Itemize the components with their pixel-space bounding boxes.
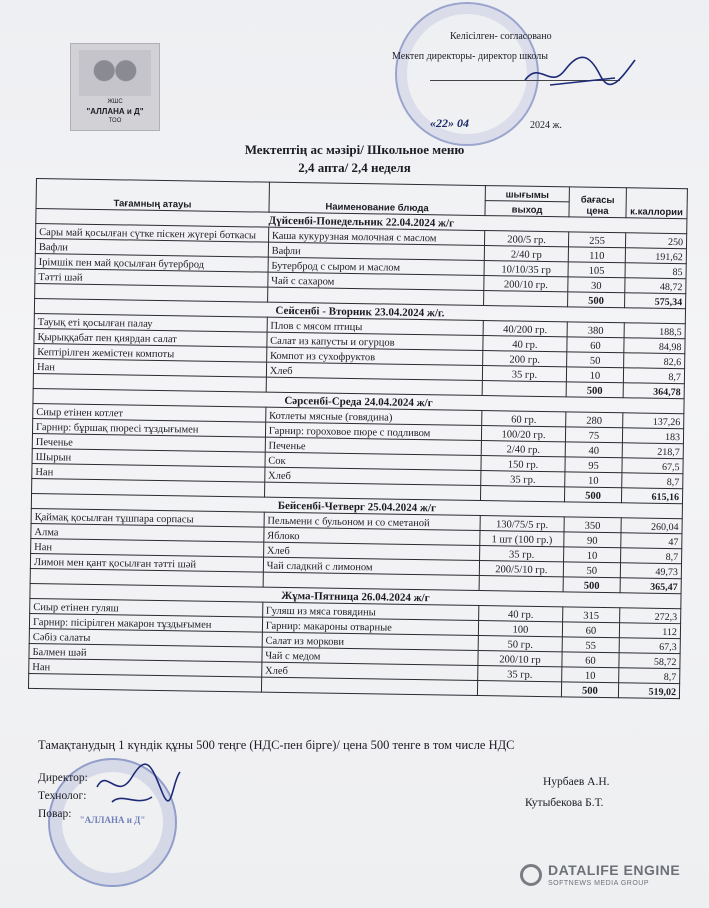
dish-price: 55 xyxy=(562,637,619,653)
dish-name-kz: Қырыққабат пен қиярдан салат xyxy=(34,328,267,347)
dish-price: 10 xyxy=(563,547,620,563)
stamp-text: "АЛЛАНА и Д" xyxy=(79,815,146,825)
dish-kcal: 183 xyxy=(622,428,683,444)
approval-date: «22» 04 xyxy=(430,116,469,130)
dish-name-kz: Тауық еті қосылған палау xyxy=(34,313,267,332)
day-title: Дүйсенбі-Понедельник 22.04.2024 ж/г xyxy=(36,209,687,234)
dish-output: 200/5 гр. xyxy=(485,231,569,247)
dish-price: 60 xyxy=(567,337,624,353)
dish-name-ru: Гуляш из мяса говядины xyxy=(262,602,479,620)
total-price: 500 xyxy=(564,487,621,503)
dish-price: 315 xyxy=(562,607,619,623)
dish-output: 150 гр. xyxy=(481,456,565,472)
total-empty xyxy=(478,681,562,697)
dish-kcal: 112 xyxy=(619,623,680,639)
dish-kcal: 48,72 xyxy=(625,278,686,294)
dish-output: 100 xyxy=(479,621,563,637)
dish-name-ru: Котлеты мясные (говядина) xyxy=(265,407,482,425)
dish-name-ru: Бутерброд с сыром и маслом xyxy=(268,257,485,275)
dish-name-ru: Хлеб xyxy=(263,542,480,560)
total-price: 500 xyxy=(563,577,620,593)
dish-kcal: 8,7 xyxy=(622,473,683,489)
dish-name-kz: Печенье xyxy=(32,433,265,452)
col-header-out-kz: шығымы xyxy=(485,186,569,202)
watermark xyxy=(520,862,700,892)
dish-name-ru: Хлеб xyxy=(265,467,482,485)
dish-kcal: 250 xyxy=(626,233,687,249)
dish-kcal: 84,98 xyxy=(624,338,685,354)
dish-name-ru: Печенье xyxy=(265,437,482,455)
dish-kcal: 82,6 xyxy=(624,353,685,369)
dish-output: 60 гр. xyxy=(482,411,566,427)
dish-output: 40 гр. xyxy=(479,606,563,622)
dish-name-kz: Алма xyxy=(31,523,264,542)
day-title: Сейсенбі - Вторник 23.04.2024 ж/г. xyxy=(34,298,685,323)
menu-table-body xyxy=(28,209,686,699)
approval-year: 2024 ж. xyxy=(530,120,562,131)
dish-name-kz: Сиыр етінен котлет xyxy=(33,403,266,422)
dish-price: 50 xyxy=(566,352,623,368)
dish-price: 50 xyxy=(563,562,620,578)
dish-kcal: 67,3 xyxy=(619,638,680,654)
col-header-kz: Тағамның атауы xyxy=(36,179,269,213)
dish-output: 10/10/35 гр xyxy=(484,261,568,277)
col-header-price: бағасы цена xyxy=(569,187,627,218)
dish-name-kz: Тәтті шәй xyxy=(35,268,268,287)
dish-name-kz: Сәбіз салаты xyxy=(29,628,262,647)
dish-kcal: 137,26 xyxy=(623,413,684,429)
logo-line2: "АЛЛАНА и Д" xyxy=(86,107,144,116)
day-title: Бейсенбі-Четверг 25.04.2024 ж/г xyxy=(31,493,682,518)
dish-output: 35 гр. xyxy=(480,546,564,562)
dish-kcal: 47 xyxy=(621,533,682,549)
dish-price: 255 xyxy=(568,232,625,248)
total-empty xyxy=(482,381,566,397)
dish-name-ru: Сок xyxy=(265,452,482,470)
dish-kcal: 8,7 xyxy=(619,668,680,684)
menu-title: Мектептің ас мәзірі/ Школьное меню xyxy=(244,142,465,157)
col-header-ru: Наименование блюда xyxy=(269,182,486,215)
logo-line3: ТОО xyxy=(108,118,122,124)
dish-output: 50 гр. xyxy=(478,636,562,652)
dish-name-ru: Компот из сухофруктов xyxy=(266,347,483,365)
day-title: Сәрсенбі-Среда 24.04.2024 ж/г xyxy=(33,388,684,413)
signatory-name-2: Кутыбекова Б.Т. xyxy=(525,797,604,809)
signatory-name-1: Нурбаев А.Н. xyxy=(543,776,610,788)
dish-output: 35 гр. xyxy=(481,471,565,487)
dish-kcal: 8,7 xyxy=(621,548,682,564)
dish-name-kz: Сары май қосылған сүтке піскен жүгері боткасы xyxy=(36,224,269,243)
dish-name-ru: Хлеб xyxy=(266,362,483,380)
dish-kcal: 272,3 xyxy=(620,608,681,624)
dish-name-ru: Чай с сахаром xyxy=(268,272,485,290)
menu-table xyxy=(28,178,688,699)
dish-output: 100/20 гр. xyxy=(482,426,566,442)
dish-price: 30 xyxy=(568,277,625,293)
watermark-logo-icon xyxy=(520,864,542,886)
dish-kcal: 58,72 xyxy=(619,653,680,669)
dish-kcal: 188,5 xyxy=(624,323,685,339)
total-kcal: 365,47 xyxy=(620,578,681,594)
dish-name-kz: Нан xyxy=(31,538,264,557)
dish-kcal: 260,04 xyxy=(621,518,682,534)
dish-name-ru: Салат из моркови xyxy=(262,632,479,650)
dish-kcal: 67,5 xyxy=(622,458,683,474)
dish-price: 105 xyxy=(568,262,625,278)
approval-agreed: Келісілген- согласовано xyxy=(450,31,552,42)
total-price: 500 xyxy=(567,292,624,308)
dish-name-ru: Яблоко xyxy=(264,527,481,545)
dish-name-kz: Сиыр етінен гуляш xyxy=(30,598,263,617)
dish-output: 35 гр. xyxy=(478,666,562,682)
total-empty xyxy=(484,291,568,307)
dish-price: 95 xyxy=(565,457,622,473)
menu-subtitle: 2,4 апта/ 2,4 неделя xyxy=(298,160,411,175)
dish-name-kz: Нан xyxy=(32,463,265,482)
dish-name-kz: Гарнир: пісірілген макарон тұздығымен xyxy=(29,613,262,632)
total-empty xyxy=(481,486,565,502)
col-header-kcal: к.каллории xyxy=(626,188,687,219)
dish-name-ru: Вафли xyxy=(268,242,485,260)
dish-name-ru: Гарнир: макароны отварные xyxy=(262,617,479,635)
dish-kcal: 49,73 xyxy=(620,563,681,579)
dish-name-ru: Плов с мясом птицы xyxy=(267,317,484,335)
dish-price: 110 xyxy=(568,247,625,263)
dish-name-kz: Гарнир: бұршақ пюресі тұздығымен xyxy=(32,418,265,437)
dish-name-ru: Чай с медом xyxy=(262,647,479,665)
dish-price: 350 xyxy=(564,517,621,533)
total-kcal: 519,02 xyxy=(618,683,679,699)
dish-output: 130/75/5 гр. xyxy=(480,516,564,532)
dish-name-kz: Кептірілген жемістен компоты xyxy=(34,343,267,362)
dish-name-ru: Каша кукурузная молочная с маслом xyxy=(268,227,485,245)
dish-output: 200/10 гр. xyxy=(484,276,568,292)
technologist-label: Технолог: xyxy=(38,790,87,802)
footer-signature xyxy=(92,762,182,812)
dish-name-ru: Салат из капусты и огурцов xyxy=(267,332,484,350)
table-header-row xyxy=(36,179,687,204)
dish-name-ru: Пельмени с бульоном и со сметаной xyxy=(264,512,481,530)
dish-name-kz: Лимон мен қант қосылған тәтті шәй xyxy=(30,553,263,572)
dish-name-kz: Шырын xyxy=(32,448,265,467)
total-empty xyxy=(28,673,261,692)
dish-output: 2/40 гр. xyxy=(481,441,565,457)
total-kcal: 364,78 xyxy=(623,383,684,399)
dish-output: 40/200 гр. xyxy=(483,321,567,337)
dish-name-kz: Ірімшік пен май қосылған бутерброд xyxy=(35,253,268,272)
dish-output: 200 гр. xyxy=(483,351,567,367)
dish-price: 75 xyxy=(565,427,622,443)
dish-output: 200/10 гр xyxy=(478,651,562,667)
total-empty xyxy=(479,576,563,592)
total-price: 500 xyxy=(566,382,623,398)
col-header-out-ru: выход xyxy=(485,201,569,217)
dish-price: 40 xyxy=(565,442,622,458)
total-price: 500 xyxy=(561,682,618,698)
approval-director: Мектеп директоры- директор школы xyxy=(392,51,548,62)
director-label: Директор: xyxy=(38,772,88,784)
dish-price: 10 xyxy=(562,667,619,683)
company-logo xyxy=(70,43,160,131)
dish-name-kz: Нан xyxy=(33,358,266,377)
watermark-name: DATALIFE ENGINE xyxy=(548,862,681,878)
total-empty xyxy=(261,677,478,695)
dish-kcal: 218,7 xyxy=(622,443,683,459)
dish-name-kz: Қаймақ қосылған тұшпара сорпасы xyxy=(31,508,264,527)
dish-kcal: 8,7 xyxy=(623,368,684,384)
dish-output: 40 гр. xyxy=(483,336,567,352)
cook-label: Повар: xyxy=(38,808,72,820)
dish-kcal: 191,62 xyxy=(625,248,686,264)
dish-output: 1 шт (100 гр.) xyxy=(480,531,564,547)
director-signature xyxy=(520,50,640,100)
logo-image xyxy=(79,50,151,96)
dish-output: 2/40 гр xyxy=(484,246,568,262)
cost-note: Тамақтанудың 1 күндік құны 500 теңге (НДС-пен бірге)/ цена 500 тенге в том числе НДС xyxy=(38,738,515,752)
logo-line1: ЖШС xyxy=(107,99,123,105)
dish-output: 35 гр. xyxy=(483,366,567,382)
watermark-sub: SOFTNEWS MEDIA GROUP xyxy=(548,880,650,887)
dish-price: 380 xyxy=(567,322,624,338)
dish-kcal: 85 xyxy=(625,263,686,279)
dish-name-kz: Вафли xyxy=(35,239,268,258)
dish-price: 10 xyxy=(566,367,623,383)
dish-name-kz: Нан xyxy=(29,658,262,677)
dish-price: 10 xyxy=(565,472,622,488)
dish-price: 60 xyxy=(562,652,619,668)
dish-name-ru: Чай сладкий с лимоном xyxy=(263,557,480,575)
total-kcal: 615,16 xyxy=(622,488,683,504)
dish-name-ru: Хлеб xyxy=(261,662,478,680)
dish-price: 280 xyxy=(566,412,623,428)
dish-name-kz: Балмен шәй xyxy=(29,643,262,662)
dish-output: 200/5/10 гр. xyxy=(479,561,563,577)
dish-name-ru: Гарнир: гороховое пюре с подливом xyxy=(265,422,482,440)
dish-price: 60 xyxy=(562,622,619,638)
total-kcal: 575,34 xyxy=(625,293,686,309)
day-title: Жұма-Пятница 26.04.2024 ж/г xyxy=(30,583,681,608)
dish-price: 90 xyxy=(564,532,621,548)
